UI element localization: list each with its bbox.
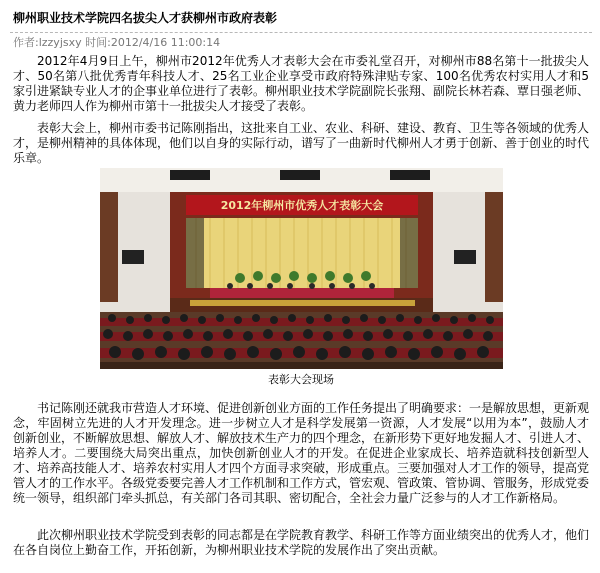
title-divider [10,32,592,33]
article-title: 柳州职业技术学院四名拔尖人才获柳州市政府表彰 [13,11,278,25]
ceremony-photo-image [100,168,503,369]
paragraph-2: 表彰大会上，柳州市委书记陈刚指出，这批来自工业、农业、科研、建设、教育、卫生等各领域的优秀人才，是柳州精神的具体体现，他们以自身的实际行动，谱写了一曲新时代柳州人才勇于创新、善于创业的时代乐章。 [13,121,590,165]
banner-text: 2012年柳州市优秀人才表彰大会 [220,199,384,212]
ceremony-photo [100,168,503,369]
photo-caption: 表彰大会现场 [268,373,334,386]
paragraph-1: 2012年4月9日上午，柳州市2012年优秀人才表彰大会在市委礼堂召开，对柳州市88名第十一批拔尖人才、50名第八批优秀青年科技人才、25名工业企业享受市政府特殊津贴专家、100名优秀农村实用人才和5家引进紧缺专业人才的企事业单位进行了表彰。柳州职业技术学院副院长张翔、副院长林若森、覃日强老师、黄力老师四人作为柳州市第十一批拔尖人才接受了表彰。 [13,54,590,113]
article-meta: 作者:lzzyjsxy 时间:2012/4/16 11:00:14 [13,36,221,49]
paragraph-3: 书记陈刚还就我市营造人才环境、促进创新创业方面的工作任务提出了明确要求：一是解放思想，更新观念，牢固树立先进的人才开发理念。进一步树立人才是科学发展第一资源，人才发展“以用为本”，鼓励人才创新创业，不断解放思想、解放人才、解放技术生产力的四个理念，在新形势下更好地发掘人才、引进人才、培养人才。二要围绕大局突出重点，加快创新创业人才的开发。在促进企业家成长、培养造就科技创新型人才、培养高技能人才、培养农村实用人才四个方面寻求突破，形成重点。三要加强对人才工作的领导，提高党管人才的工作水平。各级党委要完善人才工作机制和工作方式，管宏观、管政策、管协调、管服务，形成党委统一领导，组织部门牵头抓总，有关部门各司其职、密切配合，全社会力量广泛参与的人才工作新格局。 [13,401,590,505]
paragraph-4: 此次柳州职业技术学院受到表彰的同志都是在学院教育教学、科研工作等方面业绩突出的优秀人才，他们在各自岗位上勤奋工作，开拓创新，为柳州职业技术学院的发展作出了突出贡献。 [13,528,590,557]
